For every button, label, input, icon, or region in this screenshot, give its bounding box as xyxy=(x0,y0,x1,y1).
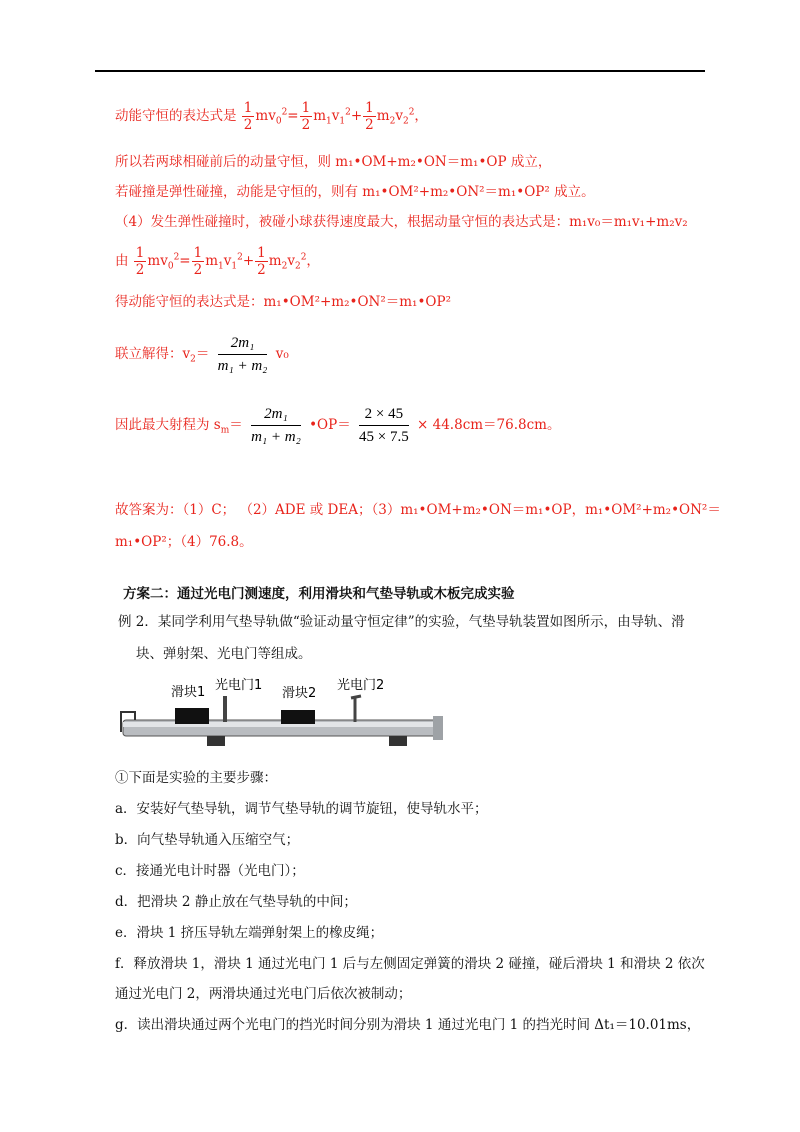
sm-number-fraction: $\frac{2 \times 45}{45 \times 7.5}$ xyxy=(359,403,409,448)
air-track-drawing xyxy=(115,672,445,754)
elastic-condition-line: 若碰撞是弹性碰撞，动能是守恒的，则有 m₁•OM²+m₂•ON²＝m₁•OP² 成立。 xyxy=(115,184,595,200)
gate1-label: 光电门1 xyxy=(215,678,263,693)
ke-fraction-half: $\frac{1}{2}$ xyxy=(243,100,253,133)
slider2 xyxy=(281,710,315,724)
v2-fraction: $\frac{\text{2m₁}}{\text{m₁ + m₂}}$ xyxy=(218,332,268,377)
example-intro-line-1: 例 2．某同学利用气垫导轨做“验证动量守恒定律”的实验，气垫导轨装置如图所示，由导轨、滑 xyxy=(118,614,685,630)
step-f: f．释放滑块 1，滑块 1 通过光电门 1 后与左侧固定弹簧的滑块 2 碰撞，碰后滑块 1 和滑块 2 依次 xyxy=(115,956,705,972)
steps-title: ①下面是实验的主要步骤： xyxy=(115,770,277,786)
max-velocity-line: （4）发生弹性碰撞时，被碰小球获得速度最大，根据动量守恒的表达式是：m₁v₀＝m₁v₁+m₂v₂ xyxy=(115,214,688,230)
sm-fraction: $\frac{\text{2m₁}}{\text{m₁ + m₂}}$ xyxy=(251,403,301,448)
answer-line-1: 故答案为：（1）C； （2）ADE 或 DEA；（3）m₁•OM+m₂•ON＝m₁•OP，m₁•OM²+m₂•ON²＝ xyxy=(115,502,721,518)
step-e: e．滑块 1 挤压导轨左端弹射架上的橡皮绳； xyxy=(115,925,384,941)
gate1 xyxy=(223,696,227,722)
max-range-line: 因此最大射程为 $s_m=$ $\frac{\text{2m₁}}{\text{m₁ + m₂}}$ •OP＝ $\frac{2 \times 45}{45 \times 7.5}$ × 44.8cm＝76.8cm。 xyxy=(115,403,560,448)
step-b: b．向气垫导轨通入压缩空气； xyxy=(115,832,300,848)
section-heading: 方案二：通过光电门测速度，利用滑块和气垫导轨或木板完成实验 xyxy=(123,586,515,602)
air-track-figure xyxy=(115,672,445,754)
header-rule xyxy=(95,70,705,72)
foot-left xyxy=(207,736,225,746)
v2-solution-line: 联立解得：$v_2=$ $\frac{\text{2m₁}}{\text{m₁ + m₂}}$ v₀ xyxy=(115,332,289,377)
step-g: g．读出滑块通过两个光电门的挡光时间分别为滑块 1 通过光电门 1 的挡光时间 Δt₁＝10.01ms， xyxy=(115,1017,701,1033)
momentum-condition-line: 所以若两球相碰前后的动量守恒，则 m₁•OM+m₂•ON＝m₁•OP 成立， xyxy=(115,154,552,170)
ke-conservation-line: 得动能守恒的表达式是：m₁•OM²+m₂•ON²＝m₁•OP² xyxy=(115,294,451,310)
slider1 xyxy=(175,708,209,724)
example-intro-line-2: 块、弹射架、光电门等组成。 xyxy=(136,646,312,662)
rail-end xyxy=(433,716,443,740)
foot-right xyxy=(389,736,407,746)
slider1-label: 滑块1 xyxy=(171,685,206,700)
ke-expression-line: 动能守恒的表达式是 $\frac{1}{2}$ $mv_0^2=$ $\frac{1}{2}$ $m_1v_1^2+$ $\frac{1}{2}$ $m_2v_2^2$， xyxy=(115,100,428,133)
step-a: a．安装好气垫导轨，调节气垫导轨的调节旋钮，使导轨水平； xyxy=(115,801,488,817)
step-d: d．把滑块 2 静止放在气垫导轨的中间； xyxy=(115,894,357,910)
ke-derivation-line: 由 $\frac{1}{2}$ $mv_0^2=$ $\frac{1}{2}$ $m_1v_1^2+$ $\frac{1}{2}$ $m_2v_2^2$， xyxy=(115,245,320,278)
slider2-label: 滑块2 xyxy=(282,686,317,701)
ke-label: 动能守恒的表达式是 xyxy=(115,108,237,124)
answer-line-2: m₁•OP²；（4）76.8。 xyxy=(115,534,253,550)
step-c: c．接通光电计时器（光电门）； xyxy=(115,863,305,879)
gate2 xyxy=(351,696,361,722)
step-f-continued: 通过光电门 2，两滑块通过光电门后依次被制动； xyxy=(115,986,412,1002)
gate2-label: 光电门2 xyxy=(337,678,385,693)
